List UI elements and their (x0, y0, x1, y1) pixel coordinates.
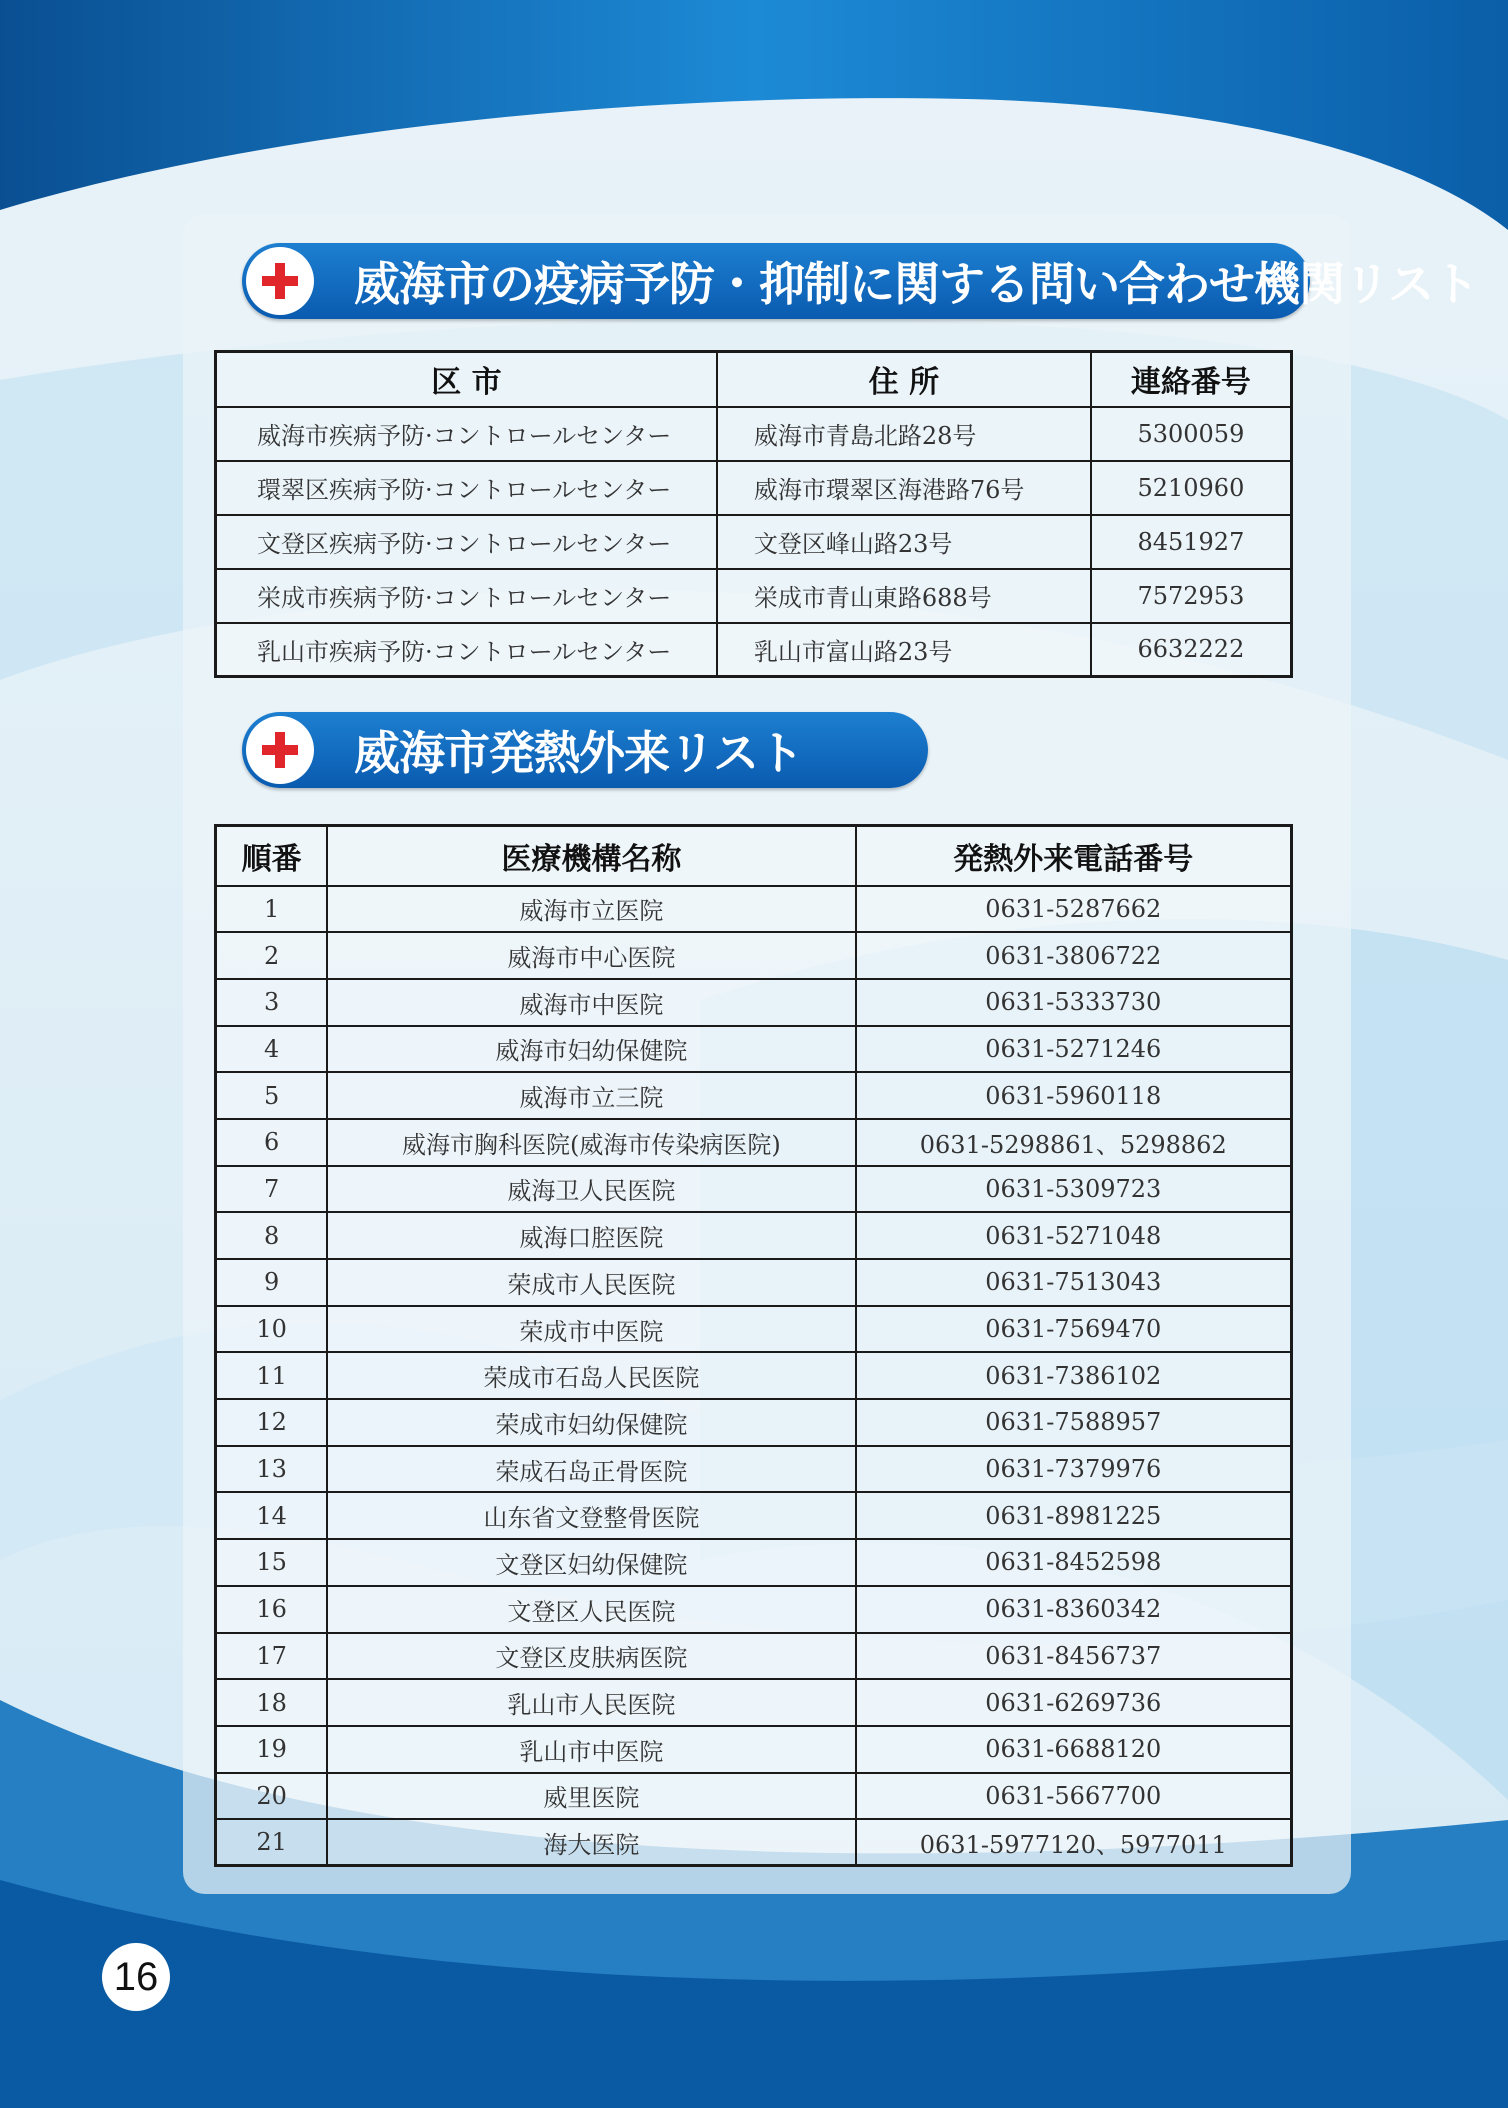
table-header-row (216, 826, 1292, 886)
table-row (216, 1539, 1292, 1586)
row-number: 13 (216, 1446, 328, 1493)
row-number: 1 (216, 886, 328, 933)
institution-phone: 6632222 (1091, 623, 1292, 677)
red-cross-icon (246, 716, 314, 784)
hospital-name: 文登区人民医院 (327, 1586, 855, 1633)
section1-title: 威海市の疫病予防・抑制に関する問い合わせ機関リスト (354, 257, 1479, 311)
row-number: 8 (216, 1212, 328, 1259)
table-row (216, 1212, 1292, 1259)
hospital-name: 海大医院 (327, 1819, 855, 1866)
table-row (216, 1072, 1292, 1119)
institution-address: 栄成市青山東路688号 (717, 569, 1091, 623)
hospital-name: 威海市中心医院 (327, 932, 855, 979)
table-row (216, 1492, 1292, 1539)
section2-banner (242, 712, 928, 788)
fever-phone: 0631-7588957 (856, 1399, 1292, 1446)
institution-name: 威海市疾病予防·コントロールセンター (216, 407, 717, 461)
row-number: 18 (216, 1679, 328, 1726)
table-row (216, 515, 1292, 569)
institution-phone: 5300059 (1091, 407, 1292, 461)
institution-phone: 5210960 (1091, 461, 1292, 515)
institution-name: 文登区疾病予防·コントロールセンター (216, 515, 717, 569)
header-district: 区 市 (216, 352, 717, 407)
hospital-name: 荣成市石岛人民医院 (327, 1352, 855, 1399)
row-number: 21 (216, 1819, 328, 1866)
row-number: 16 (216, 1586, 328, 1633)
row-number: 11 (216, 1352, 328, 1399)
table-row (216, 461, 1292, 515)
row-number: 19 (216, 1726, 328, 1773)
table-row (216, 407, 1292, 461)
hospital-name: 乳山市人民医院 (327, 1679, 855, 1726)
fever-phone: 0631-5287662 (856, 886, 1292, 933)
hospital-name: 威海市立医院 (327, 886, 855, 933)
hospital-name: 乳山市中医院 (327, 1726, 855, 1773)
fever-phone: 0631-8981225 (856, 1492, 1292, 1539)
table-row (216, 1352, 1292, 1399)
fever-phone: 0631-5333730 (856, 979, 1292, 1026)
institution-address: 威海市青島北路28号 (717, 407, 1091, 461)
institution-name: 栄成市疾病予防·コントロールセンター (216, 569, 717, 623)
fever-phone: 0631-7386102 (856, 1352, 1292, 1399)
header-phone: 連絡番号 (1091, 352, 1292, 407)
hospital-name: 文登区妇幼保健院 (327, 1539, 855, 1586)
table-row (216, 1119, 1292, 1166)
row-number: 10 (216, 1306, 328, 1353)
hospital-name: 荣成市人民医院 (327, 1259, 855, 1306)
hospital-name: 荣成市妇幼保健院 (327, 1399, 855, 1446)
institution-phone: 8451927 (1091, 515, 1292, 569)
fever-phone: 0631-8452598 (856, 1539, 1292, 1586)
table-header-row (216, 352, 1292, 407)
row-number: 15 (216, 1539, 328, 1586)
fever-phone: 0631-5309723 (856, 1166, 1292, 1213)
row-number: 12 (216, 1399, 328, 1446)
section2-title: 威海市発熱外来リスト (354, 726, 804, 780)
row-number: 9 (216, 1259, 328, 1306)
table-row (216, 886, 1292, 933)
hospital-name: 威海市胸科医院(威海市传染病医院) (327, 1119, 855, 1166)
hospital-name: 威海卫人民医院 (327, 1166, 855, 1213)
fever-phone: 0631-5977120、5977011 (856, 1819, 1292, 1866)
fever-phone: 0631-6688120 (856, 1726, 1292, 1773)
table-row (216, 569, 1292, 623)
row-number: 4 (216, 1026, 328, 1073)
institution-address: 威海市環翠区海港路76号 (717, 461, 1091, 515)
fever-phone: 0631-5271246 (856, 1026, 1292, 1073)
table-row (216, 1773, 1292, 1820)
institution-name: 乳山市疾病予防·コントロールセンター (216, 623, 717, 677)
table-row (216, 1259, 1292, 1306)
table-row (216, 1166, 1292, 1213)
fever-phone: 0631-7379976 (856, 1446, 1292, 1493)
institution-address: 乳山市富山路23号 (717, 623, 1091, 677)
hospital-name: 荣成市中医院 (327, 1306, 855, 1353)
fever-phone: 0631-8360342 (856, 1586, 1292, 1633)
contact-institutions-table (214, 350, 1293, 678)
fever-phone: 0631-7513043 (856, 1259, 1292, 1306)
hospital-name: 威海口腔医院 (327, 1212, 855, 1259)
header-number: 順番 (216, 826, 328, 886)
row-number: 7 (216, 1166, 328, 1213)
header-institution: 医療機構名称 (327, 826, 855, 886)
row-number: 5 (216, 1072, 328, 1119)
row-number: 17 (216, 1633, 328, 1680)
hospital-name: 威里医院 (327, 1773, 855, 1820)
table-row (216, 1399, 1292, 1446)
hospital-name: 威海市中医院 (327, 979, 855, 1026)
row-number: 6 (216, 1119, 328, 1166)
hospital-name: 山东省文登整骨医院 (327, 1492, 855, 1539)
header-fever-phone: 発熱外来電話番号 (856, 826, 1292, 886)
table-row (216, 623, 1292, 677)
table-row (216, 932, 1292, 979)
table-row (216, 1679, 1292, 1726)
hospital-name: 文登区皮肤病医院 (327, 1633, 855, 1680)
row-number: 3 (216, 979, 328, 1026)
fever-phone: 0631-5298861、5298862 (856, 1119, 1292, 1166)
table-row (216, 979, 1292, 1026)
section1-banner (242, 243, 1479, 319)
table-row (216, 1633, 1292, 1680)
hospital-name: 威海市立三院 (327, 1072, 855, 1119)
header-address: 住 所 (717, 352, 1091, 407)
row-number: 20 (216, 1773, 328, 1820)
institution-phone: 7572953 (1091, 569, 1292, 623)
hospital-name: 威海市妇幼保健院 (327, 1026, 855, 1073)
fever-clinic-table (214, 824, 1293, 1867)
row-number: 2 (216, 932, 328, 979)
row-number: 14 (216, 1492, 328, 1539)
hospital-name: 荣成石岛正骨医院 (327, 1446, 855, 1493)
table-row (216, 1586, 1292, 1633)
table-row (216, 1026, 1292, 1073)
institution-name: 環翠区疾病予防·コントロールセンター (216, 461, 717, 515)
fever-phone: 0631-8456737 (856, 1633, 1292, 1680)
table-row (216, 1726, 1292, 1773)
fever-phone: 0631-5667700 (856, 1773, 1292, 1820)
table-row (216, 1819, 1292, 1866)
fever-phone: 0631-5960118 (856, 1072, 1292, 1119)
fever-phone: 0631-5271048 (856, 1212, 1292, 1259)
red-cross-icon (246, 247, 314, 315)
fever-phone: 0631-6269736 (856, 1679, 1292, 1726)
table-row (216, 1446, 1292, 1493)
page-number: 16 (102, 1943, 170, 2011)
fever-phone: 0631-7569470 (856, 1306, 1292, 1353)
table-row (216, 1306, 1292, 1353)
fever-phone: 0631-3806722 (856, 932, 1292, 979)
institution-address: 文登区峰山路23号 (717, 515, 1091, 569)
